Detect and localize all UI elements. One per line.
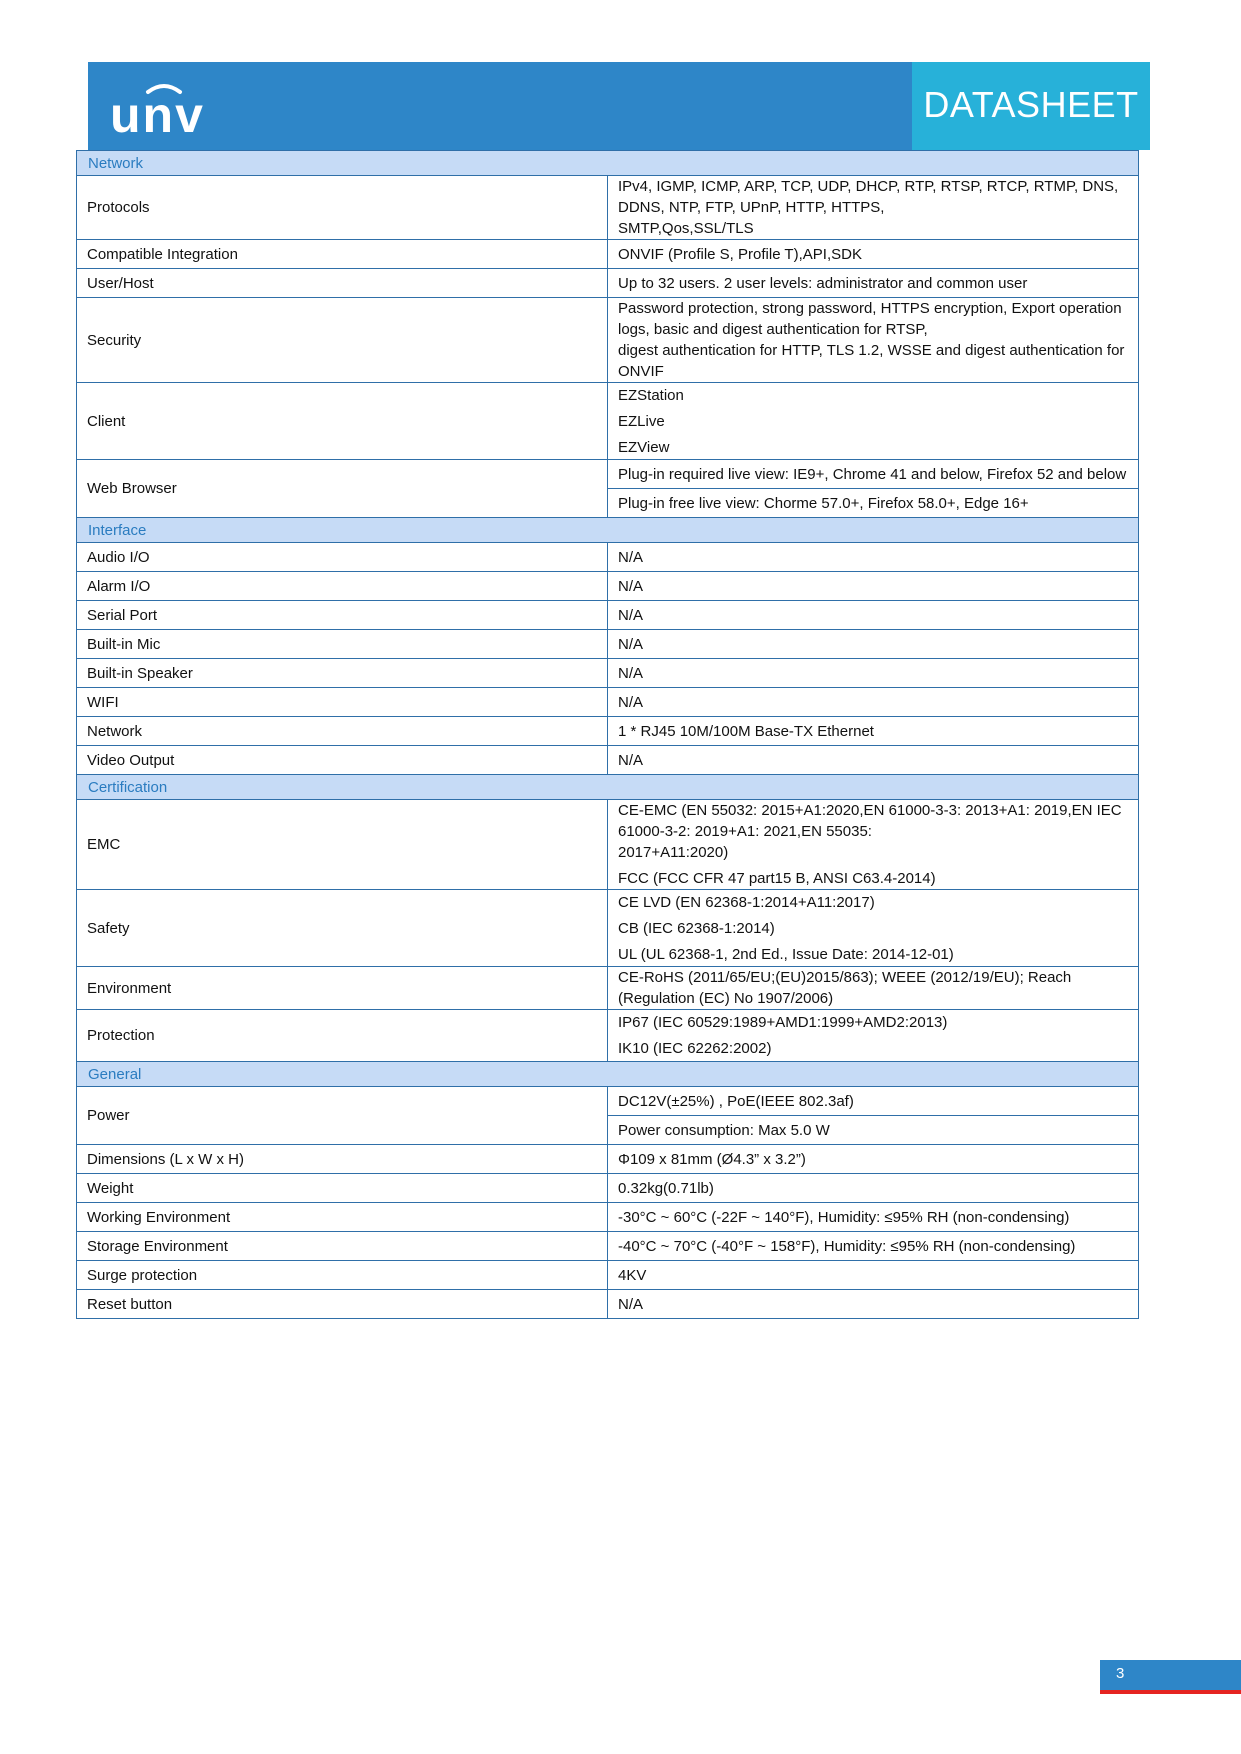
section-title: General [77,1062,1139,1087]
datasheet-header [88,62,1150,150]
spec-label: Security [77,298,608,383]
spec-value-line: -30°C ~ 60°C (-22F ~ 140°F), Humidity: ≤95% RH (non-condensing) [618,1208,1070,1226]
spec-value [608,1203,1139,1232]
spec-row [77,1145,1139,1174]
spec-value [608,240,1139,269]
spec-value [608,176,1139,240]
spec-value [608,383,1139,460]
spec-value-line: N/A [618,548,644,566]
spec-label: Built-in Mic [77,630,608,659]
spec-row [77,688,1139,717]
spec-row [77,630,1139,659]
spec-value [608,1174,1139,1203]
spec-value: Plug-in free live view: Chorme 57.0+, Firefox 58.0+, Edge 16+ [608,489,1139,518]
spec-value-line: CE-RoHS (2011/65/EU;(EU)2015/863); WEEE (2012/19/EU); Reach (Regulation (EC) No 1907/2006) [618,969,1072,1007]
spec-value [608,601,1139,630]
spec-value [608,688,1139,717]
spec-row [77,659,1139,688]
spec-value-line: EZStation [618,386,684,404]
spec-value [608,1261,1139,1290]
spec-value [608,800,1139,890]
spec-value-line: 1 * RJ45 10M/100M Base-TX Ethernet [618,722,874,740]
spec-value-line: -40°C ~ 70°C (-40°F ~ 158°F), Humidity: ≤95% RH (non-condensing) [618,1237,1076,1255]
spec-label: Alarm I/O [77,572,608,601]
spec-value-line: CE-EMC (EN 55032: 2015+A1:2020,EN 61000-3-3: 2013+A1: 2019,EN IEC 61000-3-2: 2019+A1: 2021,EN 55035: [618,802,1122,840]
spec-value [608,890,1139,967]
page-number-box [1100,1660,1241,1690]
spec-value-line: ONVIF (Profile S, Profile T),API,SDK [618,245,862,263]
spec-value-line: N/A [618,577,644,595]
spec-row [77,890,1139,967]
page-accent-bar [1100,1690,1241,1694]
spec-value-line: N/A [618,1295,644,1313]
spec-label: Built-in Speaker [77,659,608,688]
unv-logo [104,72,224,142]
spec-value-line: 4KV [618,1266,647,1284]
spec-row [77,460,1139,489]
spec-label: Video Output [77,746,608,775]
spec-row [77,800,1139,890]
spec-value-line: 0.32kg(0.71lb) [618,1179,714,1197]
spec-row [77,1174,1139,1203]
spec-row [77,601,1139,630]
spec-label: Safety [77,890,608,967]
spec-value-line: Password protection, strong password, HTTPS encryption, Export operation logs, basic and digest authentication for RTSP, [618,300,1122,338]
spec-label: Dimensions (L x W x H) [77,1145,608,1174]
spec-value-line: IP67 (IEC 60529:1989+AMD1:1999+AMD2:2013) [618,1014,948,1031]
spec-label: Environment [77,967,608,1010]
spec-value-line: Φ109 x 81mm (Ø4.3” x 3.2”) [618,1150,806,1168]
spec-label: Audio I/O [77,543,608,572]
spec-value: Plug-in required live view: IE9+, Chrome 41 and below, Firefox 52 and below [608,460,1139,489]
spec-value [608,298,1139,383]
spec-label: EMC [77,800,608,890]
spec-value-line: N/A [618,635,644,653]
spec-label: WIFI [77,688,608,717]
spec-label: Web Browser [77,460,608,518]
section-header [77,151,1139,176]
svg-text:unv: unv [110,87,205,142]
spec-label: Working Environment [77,1203,608,1232]
spec-value-line: IK10 (IEC 62262:2002) [618,1040,772,1057]
section-header [77,518,1139,543]
spec-value-line: FCC (FCC CFR 47 part15 B, ANSI C63.4-2014) [618,870,936,887]
spec-value-line: Up to 32 users. 2 user levels: administrator and common user [618,274,1028,292]
spec-value-line: 2017+A11:2020) [618,844,729,861]
spec-value [608,746,1139,775]
spec-value: DC12V(±25%) , PoE(IEEE 802.3af) [608,1087,1139,1116]
spec-row [77,1232,1139,1261]
spec-value-line: EZLive [618,412,665,430]
spec-row [77,1290,1139,1319]
section-title: Certification [77,775,1139,800]
spec-value-line: EZView [618,438,670,456]
spec-row [77,572,1139,601]
spec-row [77,1261,1139,1290]
spec-value [608,717,1139,746]
spec-value-line: N/A [618,664,644,682]
page-number: 3 [1116,1665,1125,1682]
spec-label: Network [77,717,608,746]
spec-value [608,572,1139,601]
datasheet-badge [912,62,1150,150]
spec-row [77,1010,1139,1062]
spec-row [77,717,1139,746]
spec-row [77,240,1139,269]
spec-row [77,269,1139,298]
spec-value [608,659,1139,688]
spec-label: Protocols [77,176,608,240]
spec-value-line: SMTP,Qos,SSL/TLS [618,220,754,237]
spec-label: Power [77,1087,608,1145]
section-header [77,1062,1139,1087]
spec-table [76,150,1139,1319]
spec-label: Client [77,383,608,460]
spec-value-line: N/A [618,606,644,624]
spec-label: Storage Environment [77,1232,608,1261]
section-title: Interface [77,518,1139,543]
spec-row [77,967,1139,1010]
spec-row [77,746,1139,775]
spec-label: Reset button [77,1290,608,1319]
section-title: Network [77,151,1139,176]
spec-row [77,383,1139,460]
section-header [77,775,1139,800]
spec-value-line: CB (IEC 62368-1:2014) [618,919,775,937]
spec-label: Protection [77,1010,608,1062]
spec-row [77,1087,1139,1116]
spec-row [77,1203,1139,1232]
spec-label: Compatible Integration [77,240,608,269]
spec-value [608,1290,1139,1319]
spec-row [77,543,1139,572]
spec-value [608,1010,1139,1062]
spec-value-line: digest authentication for HTTP, TLS 1.2, WSSE and digest authentication for ONVIF [618,342,1125,380]
spec-label: Weight [77,1174,608,1203]
spec-label: Serial Port [77,601,608,630]
datasheet-label: DATASHEET [923,84,1139,125]
spec-label: User/Host [77,269,608,298]
spec-value [608,543,1139,572]
spec-row [77,298,1139,383]
spec-value-line: CE LVD (EN 62368-1:2014+A11:2017) [618,893,875,911]
spec-value [608,1232,1139,1261]
spec-value [608,1145,1139,1174]
spec-value-line: N/A [618,751,644,769]
spec-value-line: N/A [618,693,644,711]
spec-value [608,630,1139,659]
spec-value [608,967,1139,1010]
spec-value-line: UL (UL 62368-1, 2nd Ed., Issue Date: 2014-12-01) [618,945,954,963]
spec-value [608,269,1139,298]
spec-row [77,176,1139,240]
spec-value: Power consumption: Max 5.0 W [608,1116,1139,1145]
spec-label: Surge protection [77,1261,608,1290]
spec-value-line: IPv4, IGMP, ICMP, ARP, TCP, UDP, DHCP, RTP, RTSP, RTCP, RTMP, DNS, DDNS, NTP, FTP, UPnP, HTTP, HTTPS, [618,178,1119,216]
